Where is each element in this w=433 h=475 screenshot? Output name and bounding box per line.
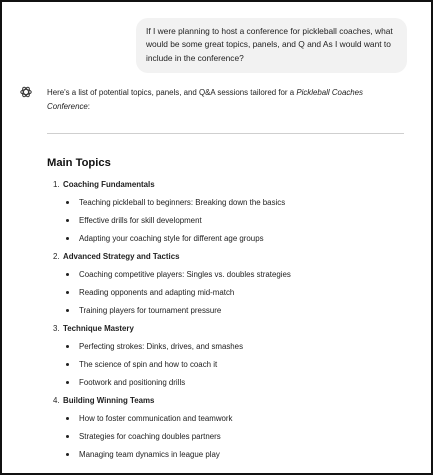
topic-bullet — [47, 374, 407, 392]
topic-bullet — [47, 428, 407, 446]
topic-title-row — [47, 176, 407, 194]
divider — [47, 133, 404, 134]
bullet-text: How to foster communication and teamwork — [79, 414, 233, 424]
topic-item — [47, 248, 407, 320]
bullet-dot-icon — [66, 237, 69, 240]
topic-bullet — [47, 194, 407, 212]
topic-title-row — [47, 392, 407, 410]
bullet-text: Coaching competitive players: Singles vs. doubles strategies — [79, 270, 291, 280]
bullet-dot-icon — [66, 219, 69, 222]
topic-bullet — [47, 410, 407, 428]
bullet-dot-icon — [66, 363, 69, 366]
intro-end: : — [87, 101, 90, 111]
bullet-text: Managing team dynamics in league play — [79, 450, 220, 460]
topic-bullet — [47, 230, 407, 248]
bullet-text: Training players for tournament pressure — [79, 306, 222, 316]
topic-title-row — [47, 248, 407, 266]
topic-bullet — [47, 356, 407, 374]
topic-title: Building Winning Teams — [63, 396, 155, 406]
bullet-text: Reading opponents and adapting mid-match — [79, 288, 235, 298]
bullet-dot-icon — [66, 309, 69, 312]
intro-text: Here's a list of potential topics, panels, and Q&A sessions tailored for a — [47, 88, 297, 97]
bullet-dot-icon — [66, 381, 69, 384]
topic-bullet — [47, 266, 407, 284]
topic-bullet — [47, 284, 407, 302]
bullet-dot-icon — [66, 417, 69, 420]
bullet-dot-icon — [66, 345, 69, 348]
user-message-text: If I were planning to host a conference for pickleball coaches, what would be some great topics, panels, and Q and As I would want to include in the conference? — [146, 26, 393, 63]
intro-emphasis: Pickleball Coaches Conference — [47, 88, 363, 111]
assistant-intro — [47, 86, 407, 113]
topic-title-row — [47, 320, 407, 338]
bullet-dot-icon — [66, 291, 69, 294]
topic-title: Advanced Strategy and Tactics — [63, 252, 180, 262]
topic-bullet — [47, 338, 407, 356]
topic-bullet — [47, 212, 407, 230]
bullet-text: Strategies for coaching doubles partners — [79, 432, 221, 442]
section-heading: Main Topics — [47, 157, 111, 170]
assistant-response — [47, 86, 407, 464]
topic-bullet — [47, 446, 407, 464]
bullet-text: Footwork and positioning drills — [79, 378, 186, 388]
assistant-logo-icon — [19, 85, 33, 99]
topic-number: 1. — [53, 180, 60, 190]
topic-number: 4. — [53, 396, 60, 406]
topic-item — [47, 176, 407, 248]
topic-title: Technique Mastery — [63, 324, 134, 334]
bullet-dot-icon — [66, 453, 69, 456]
bullet-text: Teaching pickleball to beginners: Breaking down the basics — [79, 198, 286, 208]
topic-bullet — [47, 302, 407, 320]
bullet-text: Perfecting strokes: Dinks, drives, and smashes — [79, 342, 244, 352]
topic-number: 2. — [53, 252, 60, 262]
topic-title: Coaching Fundamentals — [63, 180, 155, 190]
topic-item — [47, 320, 407, 392]
bullet-dot-icon — [66, 201, 69, 204]
user-message-bubble — [136, 18, 407, 73]
bullet-text: The science of spin and how to coach it — [79, 360, 218, 370]
bullet-dot-icon — [66, 273, 69, 276]
bullet-text: Effective drills for skill development — [79, 216, 202, 226]
bullet-text: Adapting your coaching style for different age groups — [79, 234, 264, 244]
topic-list — [47, 176, 407, 464]
topic-number: 3. — [53, 324, 60, 334]
bullet-dot-icon — [66, 435, 69, 438]
topic-item — [47, 392, 407, 464]
